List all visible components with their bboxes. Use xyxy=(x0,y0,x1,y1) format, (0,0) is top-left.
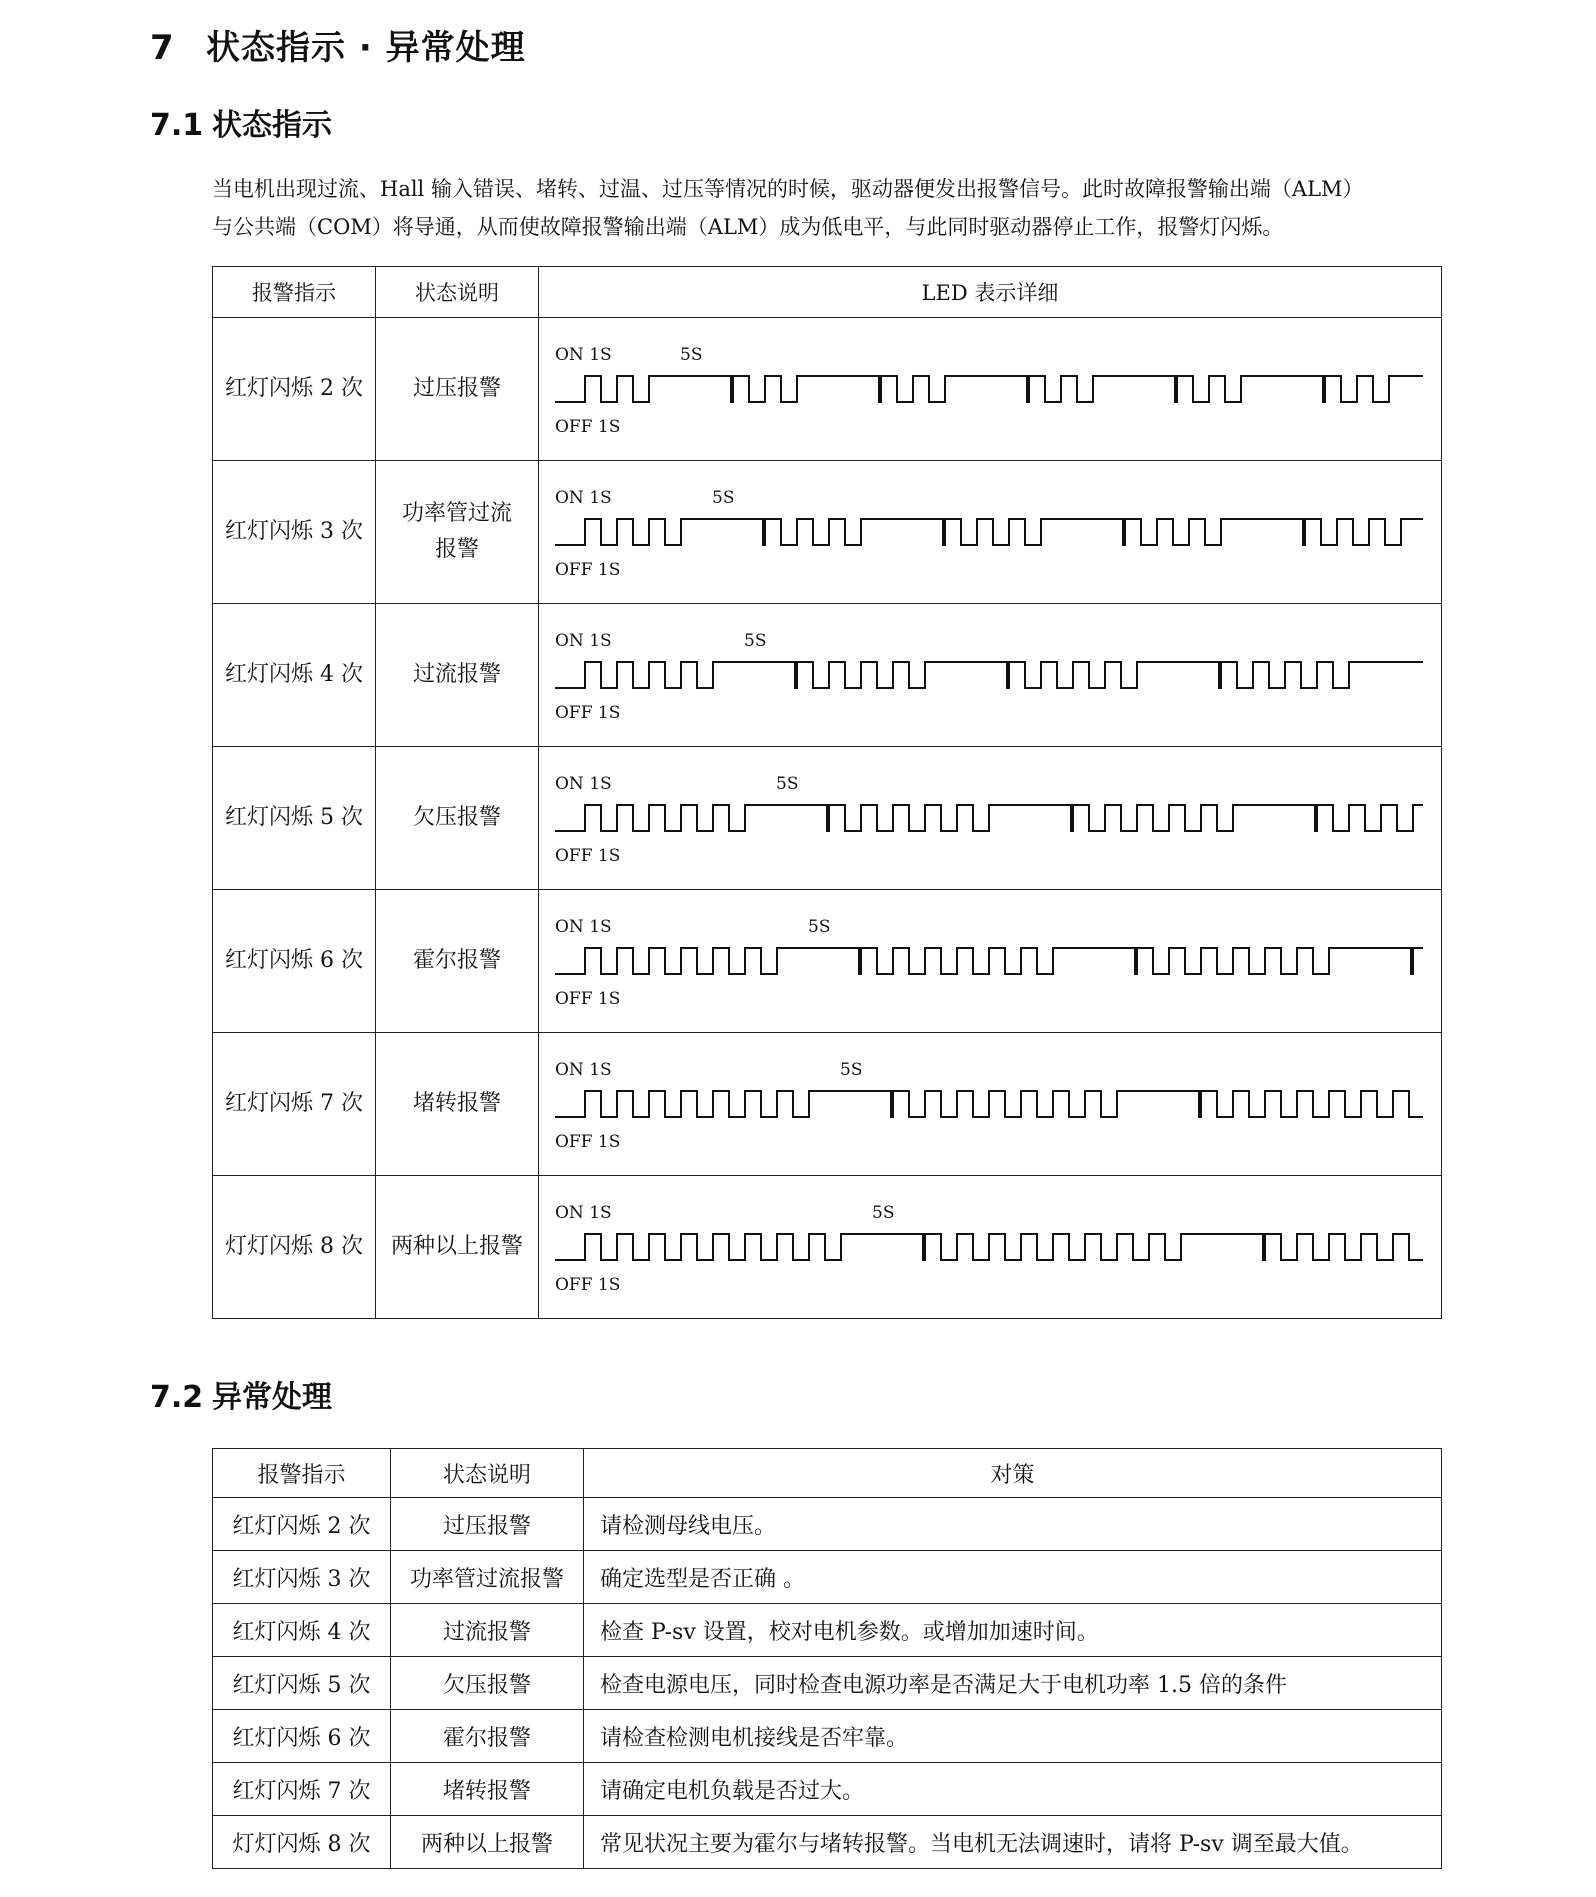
waveform-trace xyxy=(555,662,1423,688)
led-waveform-diagram xyxy=(539,318,1439,460)
led-waveform-cell xyxy=(539,1033,1442,1176)
status-cell: 堵转报警 xyxy=(391,1763,584,1816)
waveform-trace xyxy=(555,948,1423,974)
on-duration-label: ON 1S xyxy=(555,631,612,651)
table-row xyxy=(213,1033,1442,1176)
table-header-row xyxy=(213,267,1442,318)
indicator-cell: 红灯闪烁 2 次 xyxy=(213,318,376,461)
table-header-row xyxy=(213,1449,1442,1498)
action-cell: 请检测母线电压。 xyxy=(584,1498,1442,1551)
off-duration-label: OFF 1S xyxy=(555,989,621,1009)
action-cell: 常见状况主要为霍尔与堵转报警。当电机无法调速时，请将 P-sv 调至最大值。 xyxy=(584,1816,1442,1869)
waveform-trace xyxy=(555,376,1423,402)
status-cell: 功率管过流报警 xyxy=(376,461,539,604)
table-row xyxy=(213,318,1442,461)
header-indicator: 报警指示 xyxy=(213,267,376,318)
off-duration-label: OFF 1S xyxy=(555,1275,621,1295)
table-row xyxy=(213,1710,1442,1763)
led-waveform-diagram xyxy=(539,604,1439,746)
indicator-cell: 灯灯闪烁 8 次 xyxy=(213,1816,391,1869)
table-row xyxy=(213,604,1442,747)
section-title: 状态指示 · 异常处理 xyxy=(206,28,526,68)
subsection-number: 7.2 xyxy=(150,1380,204,1415)
indicator-cell: 红灯闪烁 6 次 xyxy=(213,1710,391,1763)
header-status: 状态说明 xyxy=(391,1449,584,1498)
table-row xyxy=(213,1176,1442,1319)
on-duration-label: ON 1S xyxy=(555,488,612,508)
status-indicator-table xyxy=(212,266,1442,1319)
section-number: 7 xyxy=(150,28,175,68)
gap-duration-label: 5S xyxy=(744,631,767,651)
led-waveform-diagram xyxy=(539,1176,1439,1318)
header-led-detail: LED 表示详细 xyxy=(539,267,1442,318)
gap-duration-label: 5S xyxy=(680,345,703,365)
led-waveform-cell xyxy=(539,604,1442,747)
off-duration-label: OFF 1S xyxy=(555,703,621,723)
indicator-cell: 红灯闪烁 7 次 xyxy=(213,1763,391,1816)
table-row xyxy=(213,1498,1442,1551)
header-indicator: 报警指示 xyxy=(213,1449,391,1498)
status-cell: 功率管过流报警 xyxy=(391,1551,584,1604)
indicator-cell: 红灯闪烁 4 次 xyxy=(213,1604,391,1657)
led-waveform-cell xyxy=(539,318,1442,461)
subsection-number: 7.1 xyxy=(150,108,204,143)
status-cell: 过压报警 xyxy=(391,1498,584,1551)
led-waveform-cell xyxy=(539,1176,1442,1319)
waveform-trace xyxy=(555,519,1423,545)
exception-handling-table xyxy=(212,1448,1442,1869)
gap-duration-label: 5S xyxy=(808,917,831,937)
table-row xyxy=(213,1816,1442,1869)
subsection-heading-status xyxy=(150,100,332,144)
subsection-heading-handling xyxy=(150,1372,332,1416)
header-status: 状态说明 xyxy=(376,267,539,318)
on-duration-label: ON 1S xyxy=(555,917,612,937)
intro-line: 与公共端（COM）将导通，从而使故障报警输出端（ALM）成为低电平，与此同时驱动器停止工作，报警灯闪烁。 xyxy=(212,215,1284,239)
waveform-trace xyxy=(555,1091,1423,1117)
indicator-cell: 红灯闪烁 6 次 xyxy=(213,890,376,1033)
status-cell: 堵转报警 xyxy=(376,1033,539,1176)
waveform-trace xyxy=(555,1234,1423,1260)
on-duration-label: ON 1S xyxy=(555,345,612,365)
status-cell: 过流报警 xyxy=(391,1604,584,1657)
led-waveform-diagram xyxy=(539,461,1439,603)
status-cell: 欠压报警 xyxy=(376,747,539,890)
gap-duration-label: 5S xyxy=(712,488,735,508)
led-waveform-cell xyxy=(539,747,1442,890)
off-duration-label: OFF 1S xyxy=(555,560,621,580)
table-row xyxy=(213,461,1442,604)
status-cell: 霍尔报警 xyxy=(391,1710,584,1763)
on-duration-label: ON 1S xyxy=(555,774,612,794)
status-cell: 两种以上报警 xyxy=(376,1176,539,1319)
indicator-cell: 红灯闪烁 5 次 xyxy=(213,1657,391,1710)
off-duration-label: OFF 1S xyxy=(555,1132,621,1152)
waveform-trace xyxy=(555,805,1423,831)
table-row xyxy=(213,890,1442,1033)
action-cell: 请确定电机负载是否过大。 xyxy=(584,1763,1442,1816)
table-row xyxy=(213,1551,1442,1604)
on-duration-label: ON 1S xyxy=(555,1060,612,1080)
off-duration-label: OFF 1S xyxy=(555,417,621,437)
led-waveform-cell xyxy=(539,461,1442,604)
gap-duration-label: 5S xyxy=(840,1060,863,1080)
indicator-cell: 红灯闪烁 3 次 xyxy=(213,461,376,604)
gap-duration-label: 5S xyxy=(776,774,799,794)
table-row xyxy=(213,1604,1442,1657)
subsection-title: 状态指示 xyxy=(212,108,332,143)
off-duration-label: OFF 1S xyxy=(555,846,621,866)
indicator-cell: 红灯闪烁 4 次 xyxy=(213,604,376,747)
led-waveform-diagram xyxy=(539,747,1439,889)
status-cell: 欠压报警 xyxy=(391,1657,584,1710)
intro-paragraph xyxy=(212,170,1442,246)
indicator-cell: 红灯闪烁 5 次 xyxy=(213,747,376,890)
table-row xyxy=(213,747,1442,890)
action-cell: 检查电源电压，同时检查电源功率是否满足大于电机功率 1.5 倍的条件 xyxy=(584,1657,1442,1710)
status-cell: 过压报警 xyxy=(376,318,539,461)
indicator-cell: 红灯闪烁 7 次 xyxy=(213,1033,376,1176)
indicator-cell: 红灯闪烁 3 次 xyxy=(213,1551,391,1604)
action-cell: 请检查检测电机接线是否牢靠。 xyxy=(584,1710,1442,1763)
status-cell: 过流报警 xyxy=(376,604,539,747)
indicator-cell: 灯灯闪烁 8 次 xyxy=(213,1176,376,1319)
gap-duration-label: 5S xyxy=(872,1203,895,1223)
action-cell: 检查 P-sv 设置，校对电机参数。或增加加速时间。 xyxy=(584,1604,1442,1657)
header-action: 对策 xyxy=(584,1449,1442,1498)
on-duration-label: ON 1S xyxy=(555,1203,612,1223)
led-waveform-diagram xyxy=(539,890,1439,1032)
subsection-title: 异常处理 xyxy=(212,1380,332,1415)
status-cell: 两种以上报警 xyxy=(391,1816,584,1869)
status-cell: 霍尔报警 xyxy=(376,890,539,1033)
table-row xyxy=(213,1657,1442,1710)
indicator-cell: 红灯闪烁 2 次 xyxy=(213,1498,391,1551)
led-waveform-cell xyxy=(539,890,1442,1033)
table-row xyxy=(213,1763,1442,1816)
section-heading xyxy=(150,20,526,69)
action-cell: 确定选型是否正确 。 xyxy=(584,1551,1442,1604)
led-waveform-diagram xyxy=(539,1033,1439,1175)
intro-line: 当电机出现过流、Hall 输入错误、堵转、过温、过压等情况的时候，驱动器便发出报警信号。此时故障报警输出端（ALM） xyxy=(212,177,1364,201)
